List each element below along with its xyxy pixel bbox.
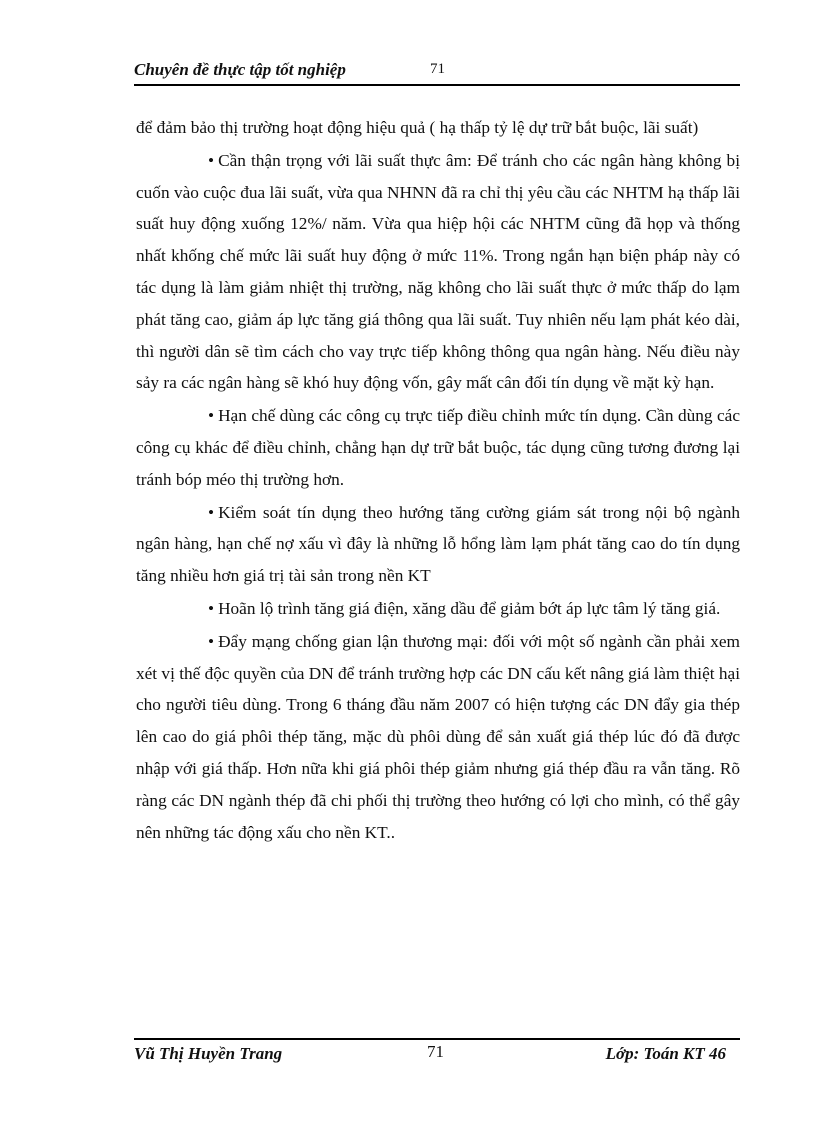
bullet-paragraph-direct-tools xyxy=(136,400,740,495)
bullet-icon: • xyxy=(208,598,215,618)
bullet-paragraph-credit-control xyxy=(136,497,740,592)
page-header xyxy=(134,60,740,86)
bullet-icon: • xyxy=(208,406,215,426)
footer-class-label: Lớp: Toán KT 46 xyxy=(605,1044,726,1063)
bullet-paragraph-price-roadmap xyxy=(136,593,740,625)
bullet-paragraph-real-interest-rate xyxy=(136,145,740,399)
header-title: Chuyên đề thực tập tốt nghiệp xyxy=(134,60,346,79)
paragraph-text: để đảm bảo thị trường hoạt động hiệu quả ( hạ thấp tỷ lệ dự trữ bắt buộc, lãi suất) xyxy=(136,118,699,137)
header-page-number: 71 xyxy=(430,61,445,77)
paragraph-text: Đẩy mạng chống gian lận thương mại: đối với một số ngành cần phải xem xét vị thế độc quyền của DN để tránh trường hợp các DN cấu kết nâng giá làm thiệt hại cho người tiêu dùng. Trong 6 tháng đầu năm 2007 có hiện tượng các DN đẩy gia thép lên cao do giá phôi thép tăng, mặc dù phôi dùng để sản xuất giá thép lúc đó đã được nhập với giá thấp. Hơn nữa khi giá phôi thép giảm nhưng giá thép đầu ra vẫn tăng. Rõ ràng các DN ngành thép đã chi phối thị trường theo hướng có lợi cho mình, có thể gây nên những tác động xấu cho nền KT.. xyxy=(136,631,740,842)
document-body xyxy=(136,112,740,849)
bullet-paragraph-anti-fraud xyxy=(136,626,740,849)
paragraph-continuation xyxy=(136,112,740,144)
page-footer xyxy=(134,1038,740,1070)
paragraph-text: Hạn chế dùng các công cụ trực tiếp điều chỉnh mức tín dụng. Cần dùng các công cụ khác để điều chỉnh, chẳng hạn dự trữ bắt buộc, tác dụng cũng tương đương lại tránh bóp méo thị trường hơn. xyxy=(136,406,740,489)
paragraph-text: Kiểm soát tín dụng theo hướng tăng cường giám sát trong nội bộ ngành ngân hàng, hạn chế nợ xấu vì đây là những lỗ hổng làm lạm phát tăng cao do tín dụng tăng nhiều hơn giá trị tài sản trong nền KT xyxy=(136,502,740,586)
paragraph-text: Hoãn lộ trình tăng giá điện, xăng dầu để giảm bớt áp lực tâm lý tăng giá. xyxy=(218,598,721,618)
footer-author: Vũ Thị Huyền Trang xyxy=(134,1044,283,1063)
footer-page-number: 71 xyxy=(427,1042,444,1061)
bullet-icon: • xyxy=(208,502,215,522)
bullet-icon: • xyxy=(208,631,215,651)
paragraph-text: Cần thận trọng với lãi suất thực âm: Để tránh cho các ngân hàng không bị cuốn vào cuộc đua lãi suất, vừa qua NHNN đã ra chỉ thị yêu cầu các NHTM hạ thấp lãi suất huy động xuống 12%/ năm. Vừa qua hiệp hội các NHTM cũng đã họp và thống nhất khống chế mức lãi suất huy động ở mức 11%. Trong ngắn hạn biện pháp này có tác dụng là làm giảm nhiệt thị trường, năg không cho lãi suất thực ở mức thấp do lạm phát tăng cao, giảm áp lực tăng giá thông qua lãi suất. Tuy nhiên nếu lạm phát kéo dài, thì người dân sẽ tìm cách cho vay trực tiếp không thông qua ngân hàng. Nếu điều này sảy ra các ngân hàng sẽ khó huy động vốn, gây mất cân đối tín dụng về mặt kỳ hạn. xyxy=(136,150,740,393)
bullet-icon: • xyxy=(208,150,215,170)
